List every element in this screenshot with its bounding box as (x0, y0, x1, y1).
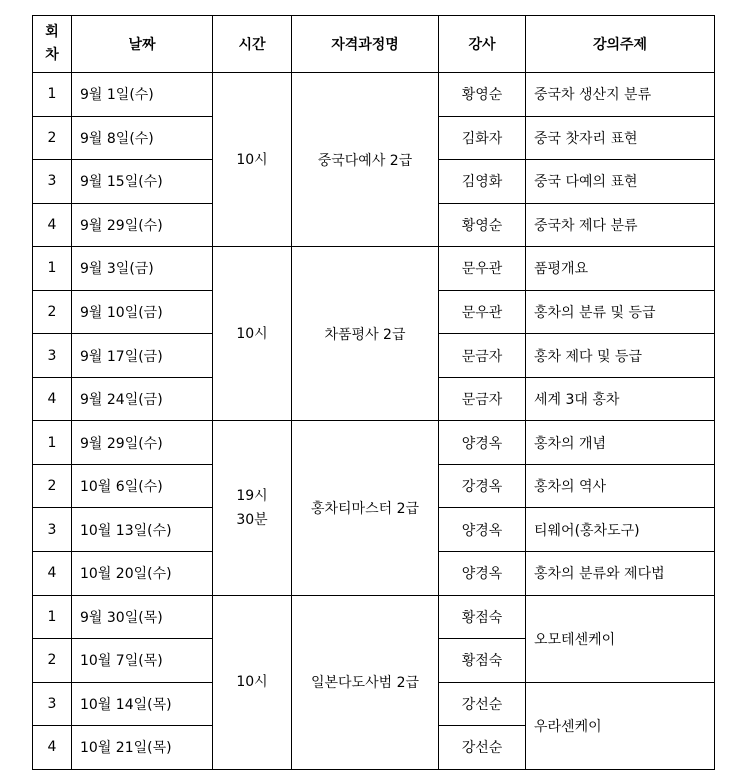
instructor-name: 문우관 (439, 290, 526, 334)
lecture-topic: 품평개요 (526, 247, 715, 291)
session-number: 1 (33, 73, 72, 117)
time-cell (213, 595, 292, 769)
session-number: 3 (33, 334, 72, 378)
lecture-date: 9월 1일(수) (72, 73, 213, 117)
lecture-date: 10월 20일(수) (72, 552, 213, 596)
session-number: 3 (33, 682, 72, 726)
table-row (33, 421, 715, 465)
lecture-date: 9월 3일(금) (72, 247, 213, 291)
lecture-date: 9월 15일(수) (72, 160, 213, 204)
session-number: 4 (33, 203, 72, 247)
session-number: 1 (33, 421, 72, 465)
instructor-name: 김화자 (439, 116, 526, 160)
instructor-name: 황영순 (439, 73, 526, 117)
lecture-date: 9월 29일(수) (72, 421, 213, 465)
instructor-name: 문금자 (439, 334, 526, 378)
header-session-line2: 차 (45, 47, 59, 63)
session-number: 1 (33, 595, 72, 639)
time-cell (213, 421, 292, 595)
lecture-topic: 중국차 생산지 분류 (526, 73, 715, 117)
lecture-date: 9월 24일(금) (72, 377, 213, 421)
lecture-topic: 중국차 제다 분류 (526, 203, 715, 247)
lecture-date: 10월 21일(목) (72, 726, 213, 770)
instructor-name: 문금자 (439, 377, 526, 421)
lecture-topic: 홍차의 분류 및 등급 (526, 290, 715, 334)
session-number: 4 (33, 726, 72, 770)
lecture-schedule-table (32, 15, 715, 770)
session-number: 2 (33, 639, 72, 683)
lecture-date: 9월 10일(금) (72, 290, 213, 334)
header-instructor: 강사 (439, 16, 526, 73)
course-name: 홍차티마스터 2급 (292, 421, 439, 595)
lecture-topic: 홍차의 개념 (526, 421, 715, 465)
time-cell (213, 73, 292, 247)
table-row (33, 595, 715, 639)
lecture-topic: 홍차의 분류와 제다법 (526, 552, 715, 596)
time-line1: 19시 (236, 487, 268, 504)
session-number: 2 (33, 290, 72, 334)
time-cell (213, 247, 292, 421)
instructor-name: 양경옥 (439, 552, 526, 596)
instructor-name: 양경옥 (439, 421, 526, 465)
instructor-name: 황영순 (439, 203, 526, 247)
lecture-date: 9월 8일(수) (72, 116, 213, 160)
lecture-topic: 우라센케이 (526, 682, 715, 769)
session-number: 2 (33, 464, 72, 508)
instructor-name: 강선순 (439, 726, 526, 770)
instructor-name: 문우관 (439, 247, 526, 291)
time-line2: 30분 (236, 511, 268, 528)
instructor-name: 강선순 (439, 682, 526, 726)
lecture-date: 10월 14일(목) (72, 682, 213, 726)
header-session (33, 16, 72, 73)
header-row (33, 16, 715, 73)
course-name: 일본다도사범 2급 (292, 595, 439, 769)
header-session-line1: 회 (45, 24, 59, 40)
lecture-topic: 홍차의 역사 (526, 464, 715, 508)
lecture-date: 10월 7일(목) (72, 639, 213, 683)
lecture-topic: 홍차 제다 및 등급 (526, 334, 715, 378)
time-line1: 10시 (236, 151, 268, 168)
session-number: 3 (33, 160, 72, 204)
header-date: 날짜 (72, 16, 213, 73)
instructor-name: 김영화 (439, 160, 526, 204)
instructor-name: 강경옥 (439, 464, 526, 508)
lecture-date: 9월 30일(목) (72, 595, 213, 639)
header-course: 자격과정명 (292, 16, 439, 73)
table-row (33, 247, 715, 291)
session-number: 1 (33, 247, 72, 291)
instructor-name: 황점숙 (439, 595, 526, 639)
session-number: 4 (33, 377, 72, 421)
table-row (33, 73, 715, 117)
lecture-date: 10월 6일(수) (72, 464, 213, 508)
instructor-name: 황점숙 (439, 639, 526, 683)
time-line1: 10시 (236, 325, 268, 342)
header-topic: 강의주제 (526, 16, 715, 73)
instructor-name: 양경옥 (439, 508, 526, 552)
lecture-date: 9월 17일(금) (72, 334, 213, 378)
lecture-topic: 오모테센케이 (526, 595, 715, 682)
lecture-date: 10월 13일(수) (72, 508, 213, 552)
lecture-topic: 중국 찻자리 표현 (526, 116, 715, 160)
lecture-date: 9월 29일(수) (72, 203, 213, 247)
course-name: 중국다예사 2급 (292, 73, 439, 247)
lecture-topic: 중국 다예의 표현 (526, 160, 715, 204)
session-number: 2 (33, 116, 72, 160)
session-number: 4 (33, 552, 72, 596)
time-line1: 10시 (236, 674, 268, 691)
header-time: 시간 (213, 16, 292, 73)
lecture-topic: 세계 3대 홍차 (526, 377, 715, 421)
session-number: 3 (33, 508, 72, 552)
course-name: 차품평사 2급 (292, 247, 439, 421)
lecture-topic: 티웨어(홍차도구) (526, 508, 715, 552)
